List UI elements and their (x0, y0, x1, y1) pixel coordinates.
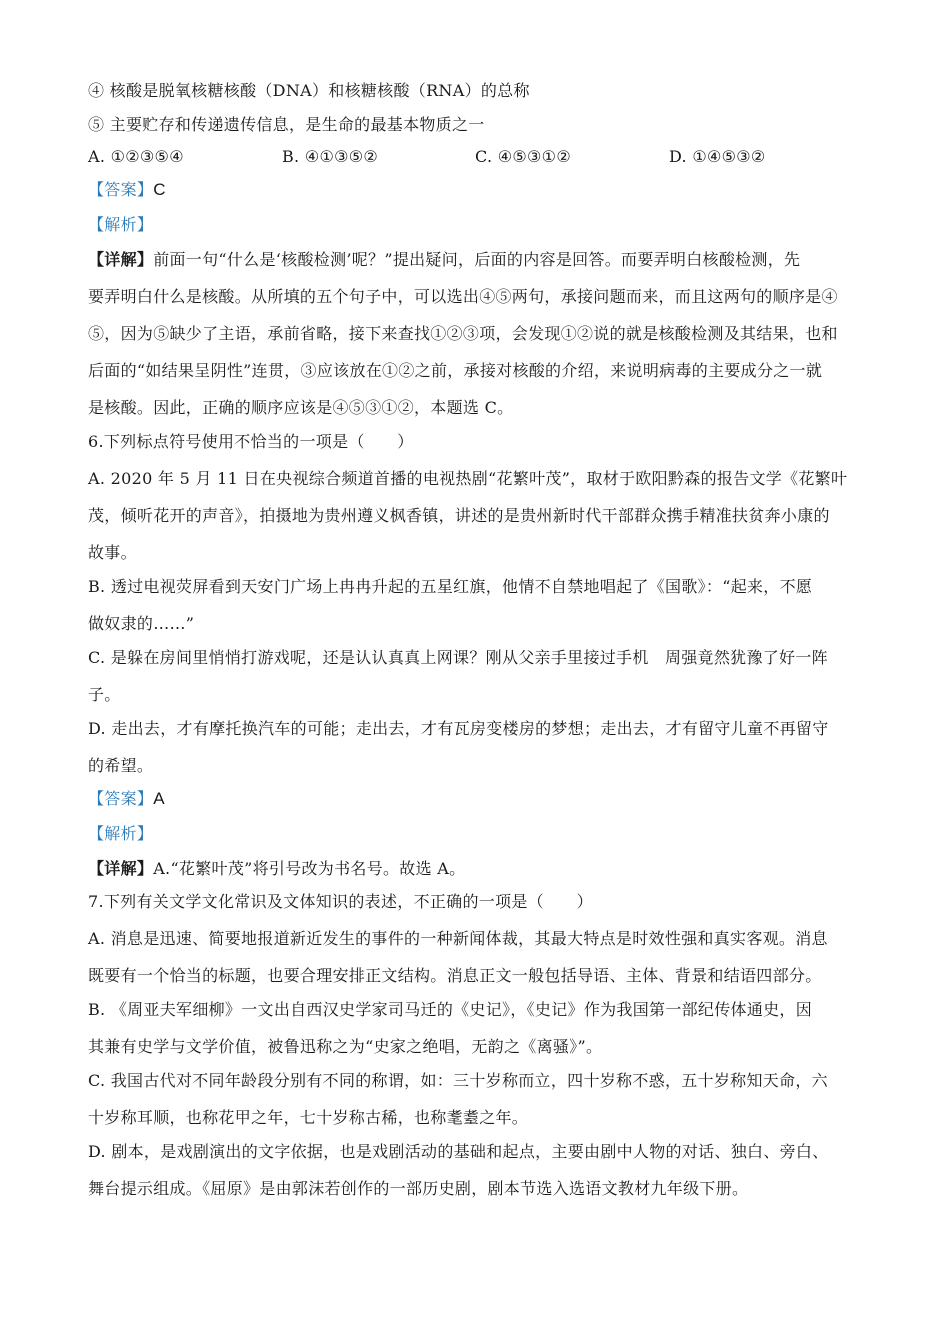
q5-detail-line-3: ⑤，因为⑤缺少了主语，承前省略，接下来查找①②③项，会发现①②说的就是核酸检测及其结果，也和 (88, 324, 838, 343)
detail-text: 前面一句“什么是‘核酸检测’呢？”提出疑问，后面的内容是回答。而要弄明白核酸检测，先 (153, 250, 801, 269)
q5-option-c: C. ④⑤③①② (475, 147, 571, 166)
answer-value: C (153, 180, 166, 199)
q6-option-d-line-1: D. 走出去，才有摩托换汽车的可能；走出去，才有瓦房变楼房的梦想；走出去，才有留守儿童不再留守 (88, 719, 829, 738)
q5-option-b: B. ④①③⑤② (282, 147, 379, 166)
q5-detail-line-4: 后面的“如结果呈阴性”连贯，③应该放在①②之前，承接对核酸的介绍，来说明病毒的主要成分之一就 (88, 361, 823, 380)
q5-detail-line-2: 要弄明白什么是核酸。从所填的五个句子中，可以选出④⑤两句，承接问题而来，而且这两句的顺序是④ (88, 287, 838, 306)
q7-option-a-line-1: A. 消息是迅速、简要地报道新近发生的事件的一种新闻体裁，其最大特点是时效性强和真实客观。消息 (88, 929, 828, 948)
q5-option-a: A. ①②③⑤④ (88, 147, 184, 166)
q5-statement-4: ④ 核酸是脱氧核糖核酸（DNA）和核糖核酸（RNA）的总称 (88, 81, 530, 100)
q5-detail-line-5: 是核酸。因此，正确的顺序应该是④⑤③①②，本题选 C。 (88, 398, 514, 417)
detail-label: 【详解】 (88, 859, 154, 878)
q7-option-d-line-1: D. 剧本，是戏剧演出的文字依据，也是戏剧活动的基础和起点，主要由剧中人物的对话、独白、旁白、 (88, 1142, 829, 1161)
q7-option-d-line-2: 舞台提示组成。《屈原》是由郭沫若创作的一部历史剧，剧本节选入选语文教材九年级下册。 (88, 1179, 749, 1198)
q5-options (88, 147, 888, 167)
answer-value: A (153, 789, 165, 808)
q5-option-d: D. ①④⑤③② (669, 147, 766, 166)
q7-option-c-line-2: 十岁称耳顺，也称花甲之年，七十岁称古稀，也称耄耋之年。 (88, 1108, 529, 1127)
q7-option-b-line-1: B. 《周亚夫军细柳》一文出自西汉史学家司马迁的《史记》，《史记》作为我国第一部纪传体通史，因 (88, 1000, 813, 1019)
q6-title: 6.下列标点符号使用不恰当的一项是（ ） (88, 432, 414, 451)
q5-statement-5: ⑤ 主要贮存和传递遗传信息，是生命的最基本物质之一 (88, 115, 485, 134)
q5-analysis-label: 【解析】 (88, 215, 154, 234)
q6-option-a-line-2: 茂，倾听花开的声音》，拍摄地为贵州遵义枫香镇，讲述的是贵州新时代干部群众携手精准扶贫奔小康的 (88, 506, 830, 525)
q7-option-a-line-2: 既要有一个恰当的标题，也要合理安排正文结构。消息正文一般包括导语、主体、背景和结语四部分。 (88, 966, 822, 985)
q6-answer (88, 789, 165, 809)
q6-option-a-line-3: 故事。 (88, 543, 137, 562)
q6-option-c-line-2: 子。 (88, 685, 121, 704)
q6-option-b-line-2: 做奴隶的……” (88, 614, 195, 633)
q6-analysis-label: 【解析】 (88, 824, 154, 843)
answer-label: 【答案】 (88, 789, 154, 808)
q7-title: 7.下列有关文学文化常识及文体知识的表述，不正确的一项是（ ） (88, 892, 593, 911)
detail-text: A.“花繁叶茂”将引号改为书名号。故选 A。 (153, 859, 466, 878)
answer-label: 【答案】 (88, 180, 154, 199)
q5-detail-line-1 (88, 250, 800, 270)
q6-option-a-line-1: A. 2020 年 5 月 11 日在央视综合频道首播的电视热剧“花繁叶茂”，取材于欧阳黔森的报告文学《花繁叶 (88, 469, 848, 488)
q7-option-b-line-2: 其兼有史学与文学价值，被鲁迅称之为“史家之绝唱，无韵之《离骚》”。 (88, 1037, 603, 1056)
q6-option-c-line-1: C. 是躲在房间里悄悄打游戏呢，还是认认真真上网课？刚从父亲手里接过手机 周强竟然犹豫了好一阵 (88, 648, 828, 667)
q7-option-c-line-1: C. 我国古代对不同年龄段分别有不同的称谓，如：三十岁称而立，四十岁称不惑，五十岁称知天命，六 (88, 1071, 828, 1090)
q6-detail (88, 859, 465, 879)
q6-option-d-line-2: 的希望。 (88, 756, 154, 775)
q6-option-b-line-1: B. 透过电视荧屏看到天安门广场上冉冉升起的五星红旗，他情不自禁地唱起了《国歌》：“起来，不愿 (88, 577, 813, 596)
q5-answer (88, 180, 166, 200)
detail-label: 【详解】 (88, 250, 154, 269)
